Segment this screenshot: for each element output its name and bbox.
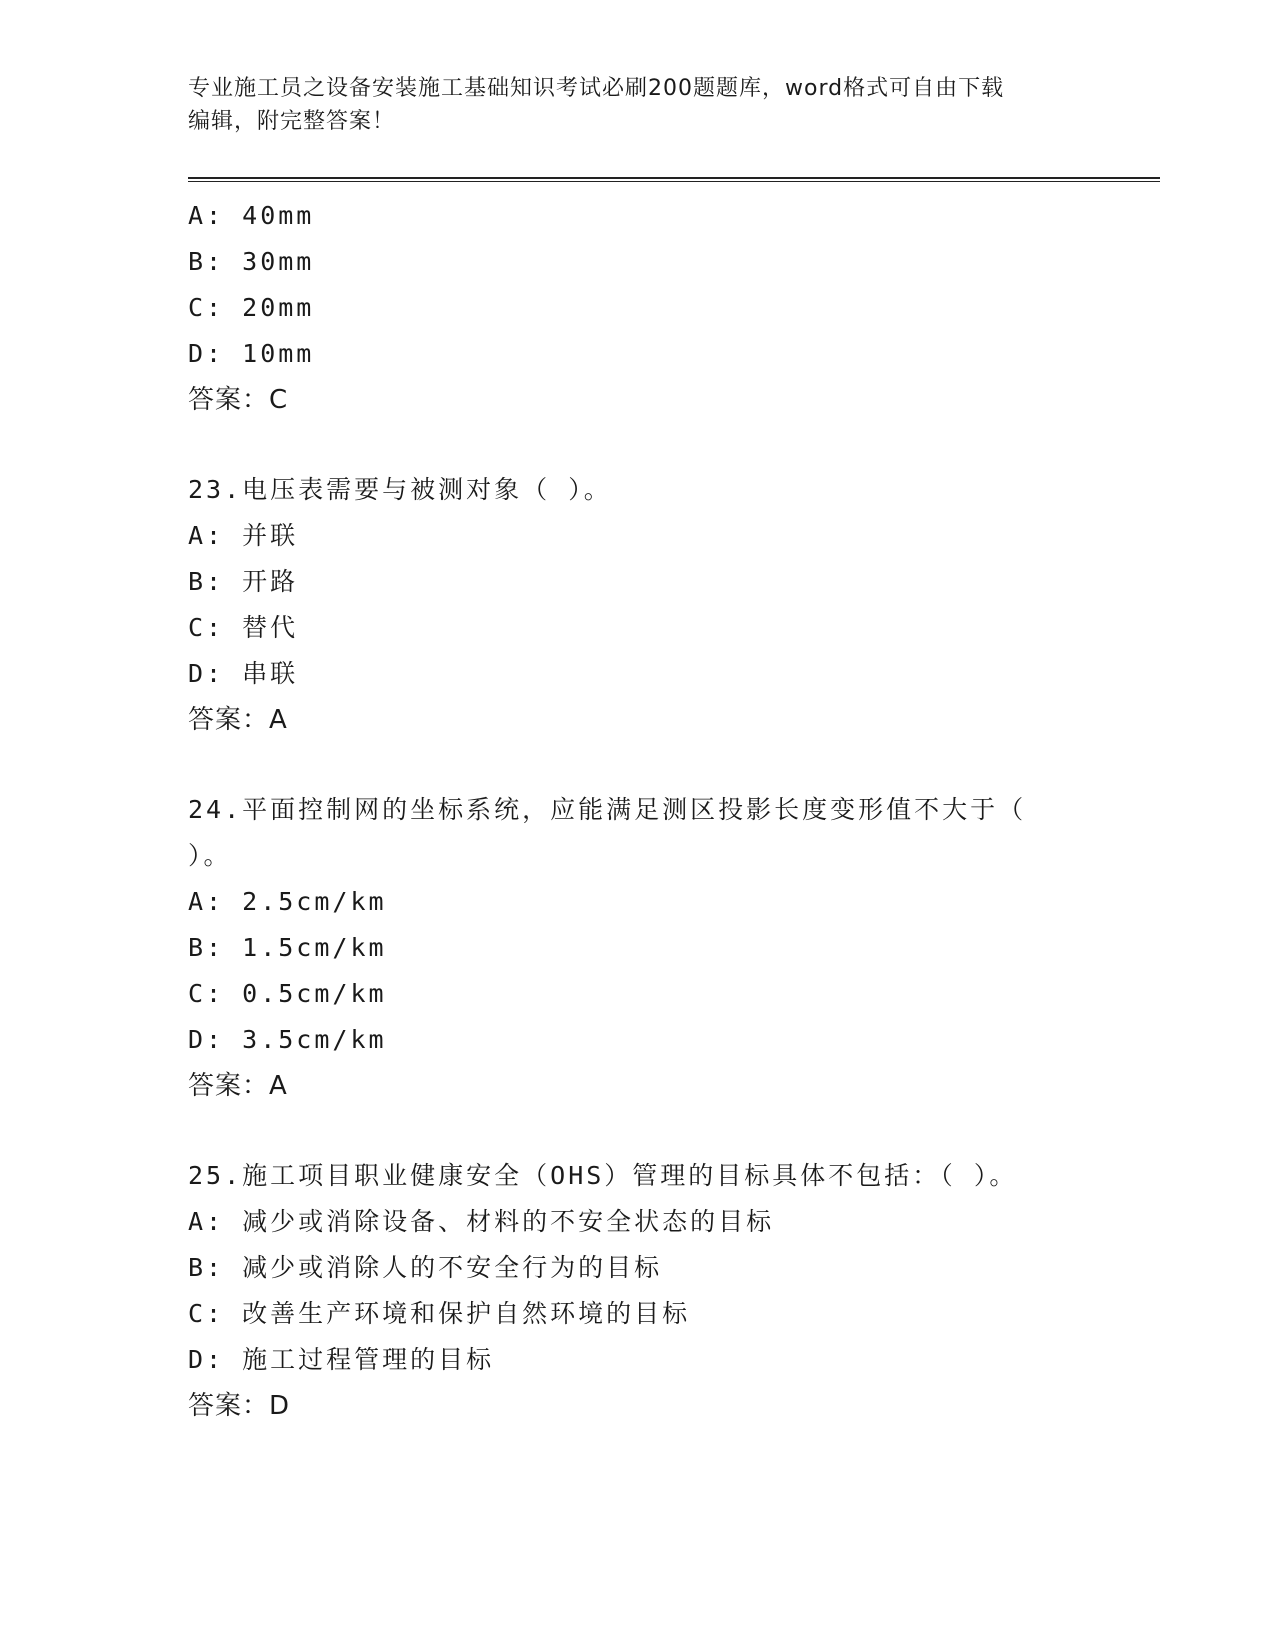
header-title-line2: 编辑，附完整答案！ <box>188 109 396 134</box>
option-c: C: 20mm <box>188 293 315 322</box>
answer: 答案：A <box>188 705 288 735</box>
question-block <box>188 467 1068 743</box>
header-title-line1: 专业施工员之设备安装施工基础知识考试必刷200题题库，word格式可自由下载 <box>188 76 1005 101</box>
answer: 答案：C <box>188 385 289 415</box>
question-block <box>188 193 1068 423</box>
question-text: 25.施工项目职业健康安全（OHS）管理的目标具体不包括：（ ）。 <box>188 1161 1018 1190</box>
question-block <box>188 1153 1068 1429</box>
question-block <box>188 787 1068 1109</box>
option-d: D: 串联 <box>188 659 299 688</box>
header-divider <box>188 177 1160 182</box>
option-a: A: 2.5cm/km <box>188 887 387 916</box>
option-c: C: 改善生产环境和保护自然环境的目标 <box>188 1299 691 1328</box>
option-d: D: 10mm <box>188 339 315 368</box>
question-text: 24.平面控制网的坐标系统，应能满足测区投影长度变形值不大于（ <box>188 795 1027 824</box>
option-b: B: 30mm <box>188 247 315 276</box>
option-b: B: 1.5cm/km <box>188 933 387 962</box>
answer: 答案：D <box>188 1391 291 1421</box>
page-header <box>188 72 1068 138</box>
option-a: A: 减少或消除设备、材料的不安全状态的目标 <box>188 1207 775 1236</box>
question-text: 23.电压表需要与被测对象（ ）。 <box>188 475 612 504</box>
answer: 答案：A <box>188 1071 288 1101</box>
option-c: C: 0.5cm/km <box>188 979 387 1008</box>
option-b: B: 开路 <box>188 567 299 596</box>
question-text-continued: ）。 <box>188 841 232 870</box>
option-d: D: 施工过程管理的目标 <box>188 1345 495 1374</box>
option-a: A: 40mm <box>188 201 315 230</box>
question-list <box>188 193 1068 1429</box>
option-b: B: 减少或消除人的不安全行为的目标 <box>188 1253 663 1282</box>
option-d: D: 3.5cm/km <box>188 1025 387 1054</box>
option-a: A: 并联 <box>188 521 299 550</box>
option-c: C: 替代 <box>188 613 299 642</box>
